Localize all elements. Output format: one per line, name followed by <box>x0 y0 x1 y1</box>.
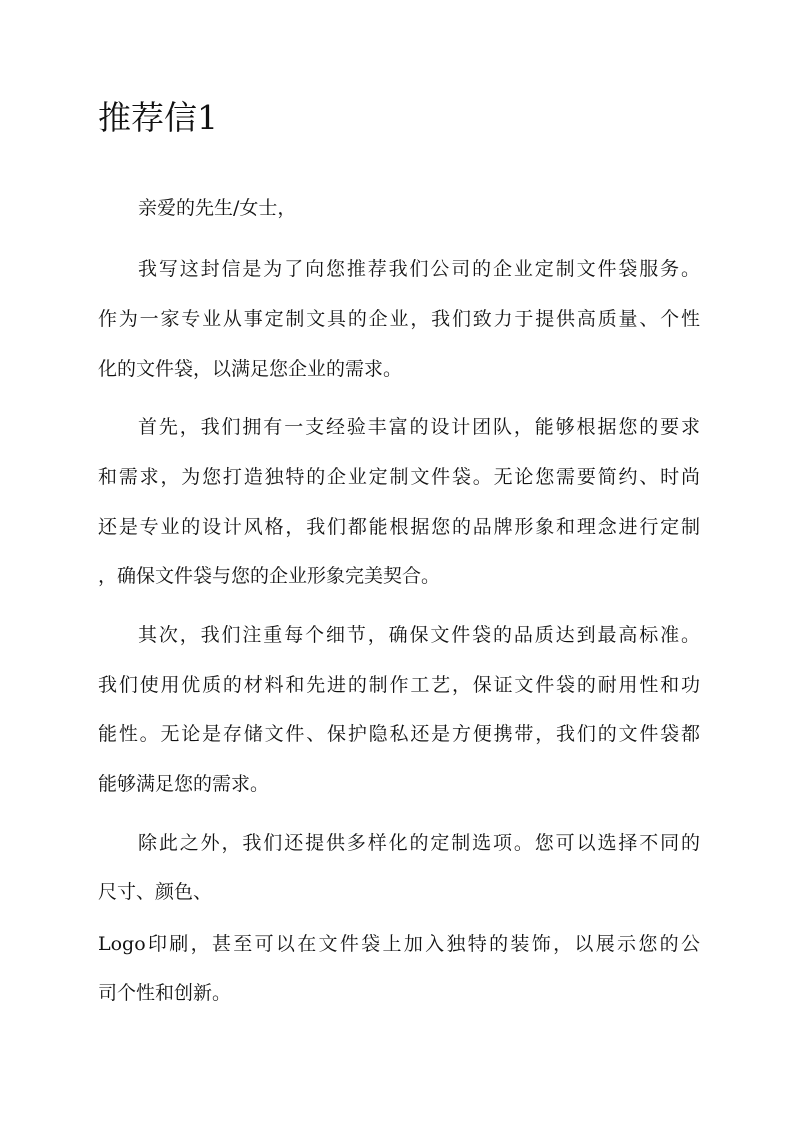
paragraph-1-line-2: 作为一家专业从事定制文具的企业，我们致力于提供高质量、个性 <box>98 308 700 330</box>
paragraph-3-line-4: 能够满足您的需求。 <box>98 773 270 795</box>
paragraph-4-line-2: 尺寸、颜色、 <box>98 881 213 903</box>
paragraph-2-line-1: 首先，我们拥有一支经验丰富的设计团队，能够根据您的要求 <box>138 416 700 438</box>
paragraph-2-line-4: ，确保文件袋与您的企业形象完美契合。 <box>98 565 441 587</box>
paragraph-1-line-1: 我写这封信是为了向您推荐我们公司的企业定制文件袋服务。 <box>138 258 700 280</box>
paragraph-3-line-3: 能性。无论是存储文件、保护隐私还是方便携带，我们的文件袋都 <box>98 723 700 745</box>
salutation: 亲爱的先生/女士， <box>138 197 297 219</box>
paragraph-2-line-3: 还是专业的设计风格，我们都能根据您的品牌形象和理念进行定制 <box>98 516 700 538</box>
paragraph-1-line-3: 化的文件袋，以满足您企业的需求。 <box>98 358 403 380</box>
paragraph-4-line-1: 除此之外，我们还提供多样化的定制选项。您可以选择不同的 <box>138 832 700 854</box>
paragraph-4-line-3: Logo印刷，甚至可以在文件袋上加入独特的装饰，以展示您的公 <box>98 933 700 955</box>
paragraph-3-line-2: 我们使用优质的材料和先进的制作工艺，保证文件袋的耐用性和功 <box>98 674 700 696</box>
paragraph-2-line-2: 和需求，为您打造独特的企业定制文件袋。无论您需要简约、时尚 <box>98 466 700 488</box>
paragraph-4-line-4: 司个性和创新。 <box>98 982 232 1004</box>
paragraph-3-line-1: 其次，我们注重每个细节，确保文件袋的品质达到最高标准。 <box>138 624 700 646</box>
document-title: 推荐信1 <box>98 98 218 137</box>
